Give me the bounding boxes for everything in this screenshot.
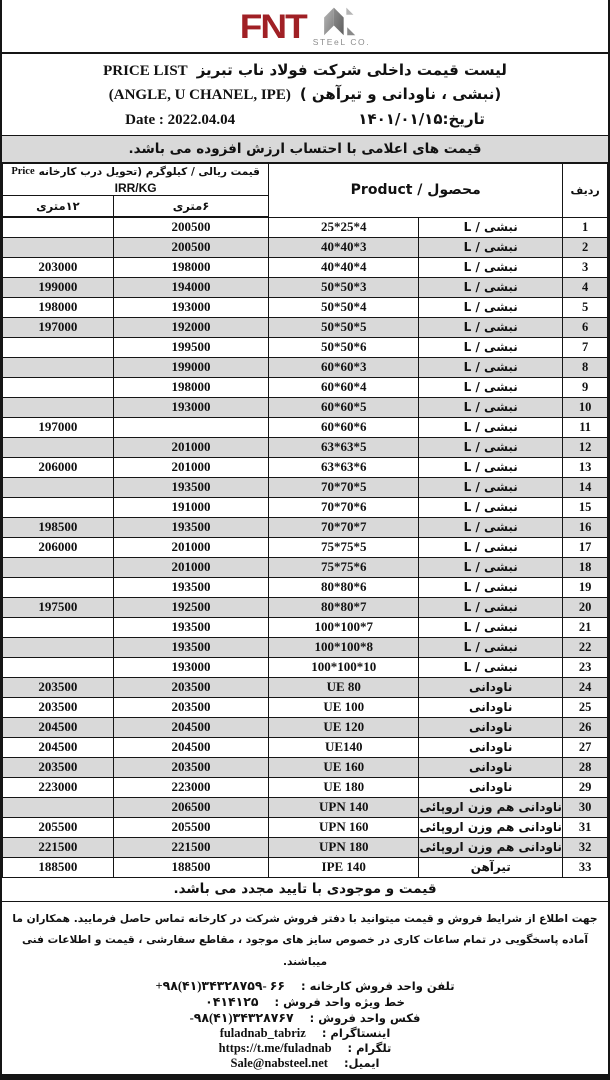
contact-value: -۹۸(۴۱)۳۴۳۲۸۷۶۷: [189, 1010, 294, 1025]
price-6m-cell: 198000: [113, 257, 268, 277]
contact-line: [2, 1026, 608, 1041]
price-12m-cell: [3, 497, 114, 517]
price-6m-cell: 193000: [113, 297, 268, 317]
vat-notice-bar: قیمت های اعلامی با احتساب ارزش افزوده می باشد.: [2, 136, 608, 163]
price-12m-cell: [3, 477, 114, 497]
row-number-cell: 32: [563, 837, 608, 857]
product-type-cell: نبشی / L: [419, 337, 563, 357]
product-size-cell: 100*100*8: [269, 637, 419, 657]
price-12m-cell: [3, 657, 114, 677]
product-size-cell: 50*50*5: [269, 317, 419, 337]
table-row: [3, 277, 608, 297]
product-size-cell: UE 160: [269, 757, 419, 777]
price-6m-cell: 201000: [113, 557, 268, 577]
date-row: [2, 110, 608, 129]
price-12m-cell: 205500: [3, 817, 114, 837]
table-row: [3, 817, 608, 837]
contact-value: ۰۴۱۴۱۲۵: [205, 994, 259, 1009]
column-header-product: محصول / Product: [269, 164, 563, 218]
product-type-cell: ناودانی: [419, 717, 563, 737]
product-type-cell: نبشی / L: [419, 537, 563, 557]
logo-mark-block: [313, 5, 371, 47]
product-type-cell: نبشی / L: [419, 397, 563, 417]
price-12m-cell: [3, 617, 114, 637]
price-12m-cell: 197000: [3, 417, 114, 437]
price-12m-cell: [3, 577, 114, 597]
product-type-cell: ناودانی هم وزن اروپائی: [419, 817, 563, 837]
table-row: [3, 657, 608, 677]
price-6m-cell: 193000: [113, 397, 268, 417]
product-size-cell: 25*25*4: [269, 217, 419, 237]
price-6m-cell: 192000: [113, 317, 268, 337]
table-row: [3, 557, 608, 577]
product-size-cell: UE 80: [269, 677, 419, 697]
table-row: [3, 237, 608, 257]
price-6m-cell: [113, 417, 268, 437]
product-size-cell: UPN 180: [269, 837, 419, 857]
contact-value: +۹۸(۴۱)۳۴۳۲۸۷۵۹- ۶۶: [155, 978, 286, 993]
product-size-cell: UE 100: [269, 697, 419, 717]
subtitle-fa: (نبشی ، ناودانی و تیرآهن ): [299, 85, 502, 103]
price-6m-cell: 193500: [113, 637, 268, 657]
price-6m-cell: 203500: [113, 757, 268, 777]
price-6m-cell: 188500: [113, 857, 268, 877]
table-row: [3, 317, 608, 337]
product-size-cell: 50*50*4: [269, 297, 419, 317]
table-row: [3, 837, 608, 857]
price-12m-cell: [3, 237, 114, 257]
price-12m-cell: 203500: [3, 677, 114, 697]
price-6m-cell: 203500: [113, 677, 268, 697]
title-fa: لیست قیمت داخلی شرکت فولاد ناب تبریز: [196, 60, 507, 79]
table-row: [3, 257, 608, 277]
product-size-cell: 75*75*5: [269, 537, 419, 557]
price-6m-cell: 191000: [113, 497, 268, 517]
price-12m-cell: [3, 357, 114, 377]
table-row: [3, 677, 608, 697]
row-number-cell: 31: [563, 817, 608, 837]
product-type-cell: نبشی / L: [419, 297, 563, 317]
contact-line: [2, 994, 608, 1010]
jalali-date: تاریخ:۱۴۰۱/۰۱/۱۵: [358, 109, 485, 128]
row-number-cell: 25: [563, 697, 608, 717]
row-number-cell: 20: [563, 597, 608, 617]
product-size-cell: 80*80*6: [269, 577, 419, 597]
product-size-cell: 50*50*3: [269, 277, 419, 297]
price-12m-cell: 203000: [3, 257, 114, 277]
steel-mountain-icon: [319, 5, 363, 37]
product-type-cell: تیرآهن: [419, 857, 563, 877]
product-size-cell: 63*63*6: [269, 457, 419, 477]
product-size-cell: IPE 140: [269, 857, 419, 877]
product-size-cell: 50*50*6: [269, 337, 419, 357]
row-number-cell: 22: [563, 637, 608, 657]
table-row: [3, 797, 608, 817]
price-12m-cell: 204500: [3, 737, 114, 757]
price-12m-cell: 198500: [3, 517, 114, 537]
product-size-cell: UE140: [269, 737, 419, 757]
product-size-cell: 60*60*4: [269, 377, 419, 397]
product-type-cell: ناودانی: [419, 697, 563, 717]
price-12m-cell: 188500: [3, 857, 114, 877]
row-number-cell: 28: [563, 757, 608, 777]
price-12m-cell: 197500: [3, 597, 114, 617]
row-number-cell: 16: [563, 517, 608, 537]
product-type-cell: نبشی / L: [419, 457, 563, 477]
product-size-cell: 70*70*6: [269, 497, 419, 517]
price-6m-cell: 193500: [113, 517, 268, 537]
product-type-cell: نبشی / L: [419, 357, 563, 377]
product-type-cell: نبشی / L: [419, 657, 563, 677]
row-number-cell: 5: [563, 297, 608, 317]
reconfirm-note: قیمت و موجودی با تایید مجدد می باشد.: [2, 878, 608, 902]
price-12m-cell: 204500: [3, 717, 114, 737]
price-12m-cell: [3, 437, 114, 457]
product-type-cell: ناودانی: [419, 677, 563, 697]
product-type-cell: نبشی / L: [419, 497, 563, 517]
product-type-cell: نبشی / L: [419, 377, 563, 397]
price-6m-cell: 205500: [113, 817, 268, 837]
price-6m-cell: 193000: [113, 657, 268, 677]
price-12m-cell: [3, 337, 114, 357]
table-row: [3, 717, 608, 737]
price-12m-cell: 223000: [3, 777, 114, 797]
row-number-cell: 10: [563, 397, 608, 417]
table-row: [3, 337, 608, 357]
table-row: [3, 857, 608, 877]
product-size-cell: 100*100*10: [269, 657, 419, 677]
gregorian-date: Date : 2022.04.04: [125, 111, 236, 128]
product-size-cell: 40*40*3: [269, 237, 419, 257]
contact-value: Sale@nabsteel.net: [230, 1055, 328, 1070]
product-size-cell: 80*80*7: [269, 597, 419, 617]
row-number-cell: 17: [563, 537, 608, 557]
product-size-cell: 60*60*3: [269, 357, 419, 377]
price-6m-cell: 193500: [113, 577, 268, 597]
price-header-en: Price: [11, 166, 35, 177]
product-size-cell: 63*63*5: [269, 437, 419, 457]
price-6m-cell: 193500: [113, 477, 268, 497]
price-12m-cell: 198000: [3, 297, 114, 317]
row-number-cell: 24: [563, 677, 608, 697]
price-header-fa: قیمت ریالی / کیلوگرم (تحویل درب کارخانه: [38, 166, 260, 178]
table-row: [3, 477, 608, 497]
price-12m-cell: [3, 397, 114, 417]
product-size-cell: UE 180: [269, 777, 419, 797]
main-title: [2, 61, 608, 80]
price-6m-cell: 201000: [113, 437, 268, 457]
row-number-cell: 26: [563, 717, 608, 737]
price-12m-cell: [3, 557, 114, 577]
table-row: [3, 377, 608, 397]
row-number-cell: 9: [563, 377, 608, 397]
product-size-cell: 100*100*7: [269, 617, 419, 637]
contact-line: [2, 1041, 608, 1056]
table-row: [3, 737, 608, 757]
product-type-cell: نبشی / L: [419, 257, 563, 277]
price-table-body: [3, 217, 608, 877]
contact-label: تلگرام :: [347, 1040, 392, 1055]
table-row: [3, 397, 608, 417]
subtitle-en: (ANGLE, U CHANEL, IPE): [108, 87, 291, 103]
product-size-cell: UE 120: [269, 717, 419, 737]
contact-label: فکس واحد فروش :: [309, 1010, 421, 1025]
row-number-cell: 6: [563, 317, 608, 337]
footer-block: [2, 902, 608, 1077]
fnt-logo-text: FNT: [239, 7, 306, 45]
row-number-cell: 13: [563, 457, 608, 477]
price-6m-cell: 201000: [113, 537, 268, 557]
price-12m-cell: [3, 637, 114, 657]
product-type-cell: نبشی / L: [419, 317, 563, 337]
table-row: [3, 217, 608, 237]
price-6m-cell: 193500: [113, 617, 268, 637]
price-12m-cell: 203500: [3, 697, 114, 717]
price-6m-cell: 198000: [113, 377, 268, 397]
table-row: [3, 697, 608, 717]
contact-label: اینستاگرام :: [321, 1025, 391, 1040]
product-size-cell: 40*40*4: [269, 257, 419, 277]
row-number-cell: 23: [563, 657, 608, 677]
product-type-cell: ناودانی: [419, 777, 563, 797]
row-number-cell: 12: [563, 437, 608, 457]
product-size-cell: UPN 160: [269, 817, 419, 837]
row-number-cell: 3: [563, 257, 608, 277]
product-size-cell: 75*75*6: [269, 557, 419, 577]
price-6m-cell: 221500: [113, 837, 268, 857]
price-6m-cell: 199000: [113, 357, 268, 377]
subtitle: [2, 85, 608, 104]
table-row: [3, 437, 608, 457]
table-row: [3, 777, 608, 797]
price-12m-cell: 221500: [3, 837, 114, 857]
price-table: [2, 163, 608, 878]
column-header-12m: ۱۲متری: [3, 196, 114, 218]
row-number-cell: 30: [563, 797, 608, 817]
product-type-cell: نبشی / L: [419, 477, 563, 497]
contact-label: خط ویژه واحد فروش :: [274, 994, 405, 1009]
contact-line: [2, 978, 608, 994]
price-6m-cell: 201000: [113, 457, 268, 477]
price-6m-cell: 200500: [113, 237, 268, 257]
table-row: [3, 617, 608, 637]
table-row: [3, 457, 608, 477]
column-header-6m: ۶متری: [113, 196, 268, 218]
table-row: [3, 297, 608, 317]
price-12m-cell: 199000: [3, 277, 114, 297]
price-6m-cell: 194000: [113, 277, 268, 297]
row-number-cell: 15: [563, 497, 608, 517]
title-en: PRICE LIST: [103, 62, 188, 79]
price-table-head: [3, 164, 608, 218]
product-type-cell: ناودانی: [419, 757, 563, 777]
price-6m-cell: 204500: [113, 737, 268, 757]
price-12m-cell: [3, 797, 114, 817]
contact-value: fuladnab_tabriz: [219, 1025, 306, 1040]
contact-line: [2, 1010, 608, 1026]
footer-paragraph: جهت اطلاع از شرایط فروش و قیمت میتوانید با دفتر فروش شرکت در کارخانه تماس حاصل فرمایید. همکاران ما آماده پاسخگویی در تمام ساعات کاری در خصوص سایز های موجود ، مقاطع سفارشی ، قیمت و اطلاعات فنی میباشند.: [12, 912, 598, 969]
row-number-cell: 1: [563, 217, 608, 237]
title-block: [2, 54, 608, 136]
row-number-cell: 8: [563, 357, 608, 377]
price-12m-cell: 206000: [3, 537, 114, 557]
product-type-cell: نبشی / L: [419, 417, 563, 437]
product-type-cell: ناودانی هم وزن اروپائی: [419, 797, 563, 817]
product-size-cell: 70*70*5: [269, 477, 419, 497]
product-type-cell: نبشی / L: [419, 517, 563, 537]
table-row: [3, 357, 608, 377]
product-size-cell: 70*70*7: [269, 517, 419, 537]
contact-label: تلفن واحد فروش کارخانه :: [301, 978, 455, 993]
product-type-cell: ناودانی هم وزن اروپائی: [419, 837, 563, 857]
price-6m-cell: 206500: [113, 797, 268, 817]
product-type-cell: ناودانی: [419, 737, 563, 757]
product-size-cell: 60*60*6: [269, 417, 419, 437]
product-type-cell: نبشی / L: [419, 237, 563, 257]
row-number-cell: 4: [563, 277, 608, 297]
product-type-cell: نبشی / L: [419, 217, 563, 237]
table-row: [3, 517, 608, 537]
product-type-cell: نبشی / L: [419, 637, 563, 657]
price-6m-cell: 199500: [113, 337, 268, 357]
row-number-cell: 21: [563, 617, 608, 637]
price-12m-cell: 203500: [3, 757, 114, 777]
column-header-row-number: ردیف: [563, 164, 608, 218]
row-number-cell: 18: [563, 557, 608, 577]
price-6m-cell: 223000: [113, 777, 268, 797]
contact-line: [2, 1056, 608, 1071]
table-row: [3, 497, 608, 517]
price-12m-cell: 206000: [3, 457, 114, 477]
product-type-cell: نبشی / L: [419, 437, 563, 457]
table-row: [3, 417, 608, 437]
price-12m-cell: 197000: [3, 317, 114, 337]
row-number-cell: 27: [563, 737, 608, 757]
product-size-cell: 60*60*5: [269, 397, 419, 417]
product-type-cell: نبشی / L: [419, 617, 563, 637]
table-row: [3, 537, 608, 557]
table-row: [3, 597, 608, 617]
product-type-cell: نبشی / L: [419, 277, 563, 297]
product-type-cell: نبشی / L: [419, 557, 563, 577]
row-number-cell: 2: [563, 237, 608, 257]
price-6m-cell: 203500: [113, 697, 268, 717]
row-number-cell: 7: [563, 337, 608, 357]
price-12m-cell: [3, 217, 114, 237]
product-type-cell: نبشی / L: [419, 577, 563, 597]
row-number-cell: 14: [563, 477, 608, 497]
product-type-cell: نبشی / L: [419, 597, 563, 617]
steel-co-label: STEeL CO.: [312, 37, 371, 48]
row-number-cell: 29: [563, 777, 608, 797]
row-number-cell: 19: [563, 577, 608, 597]
column-header-price: [3, 164, 269, 196]
row-number-cell: 33: [563, 857, 608, 877]
price-12m-cell: [3, 377, 114, 397]
price-6m-cell: 200500: [113, 217, 268, 237]
product-size-cell: UPN 140: [269, 797, 419, 817]
table-row: [3, 577, 608, 597]
price-unit-label: IRR/KG: [114, 180, 157, 195]
table-row: [3, 637, 608, 657]
price-6m-cell: 204500: [113, 717, 268, 737]
contact-value: https://t.me/fuladnab: [218, 1040, 332, 1055]
table-row: [3, 757, 608, 777]
logo-header: [2, 0, 608, 54]
contacts-list: [2, 976, 608, 1077]
row-number-cell: 11: [563, 417, 608, 437]
price-6m-cell: 192500: [113, 597, 268, 617]
contact-label: ایمیل:: [343, 1055, 380, 1070]
